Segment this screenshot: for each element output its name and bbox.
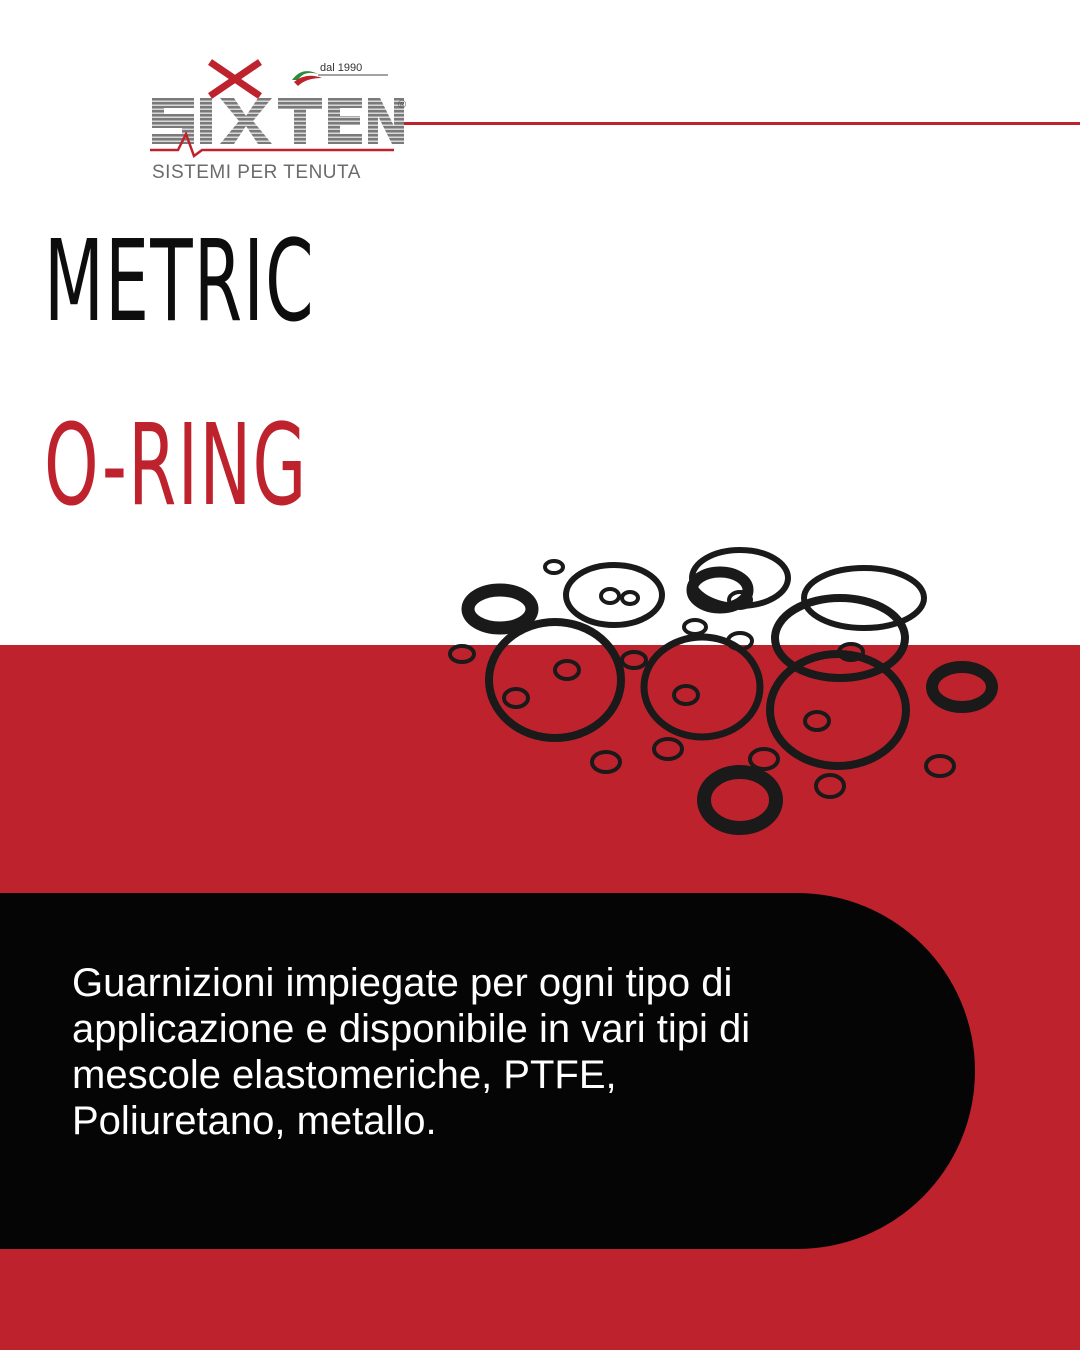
registered-mark: ® (398, 99, 407, 111)
brand-tagline: SISTEMI PER TENUTA (152, 162, 361, 183)
headline-line-1: METRIC (44, 217, 315, 347)
sixten-logo-icon (148, 58, 410, 162)
brand-since: dal 1990 (320, 62, 363, 74)
o-rings-illustration (430, 530, 1030, 850)
header-divider-line (395, 122, 1080, 125)
headline-line-2: O-RING (44, 401, 308, 531)
description-text: Guarnizioni impiegate per ogni tipo di applicazione e disponibile in vari tipi di mescole elastomeriche, PTFE, Poliuretano, metallo. (72, 961, 751, 1143)
brand-logo (148, 58, 410, 188)
